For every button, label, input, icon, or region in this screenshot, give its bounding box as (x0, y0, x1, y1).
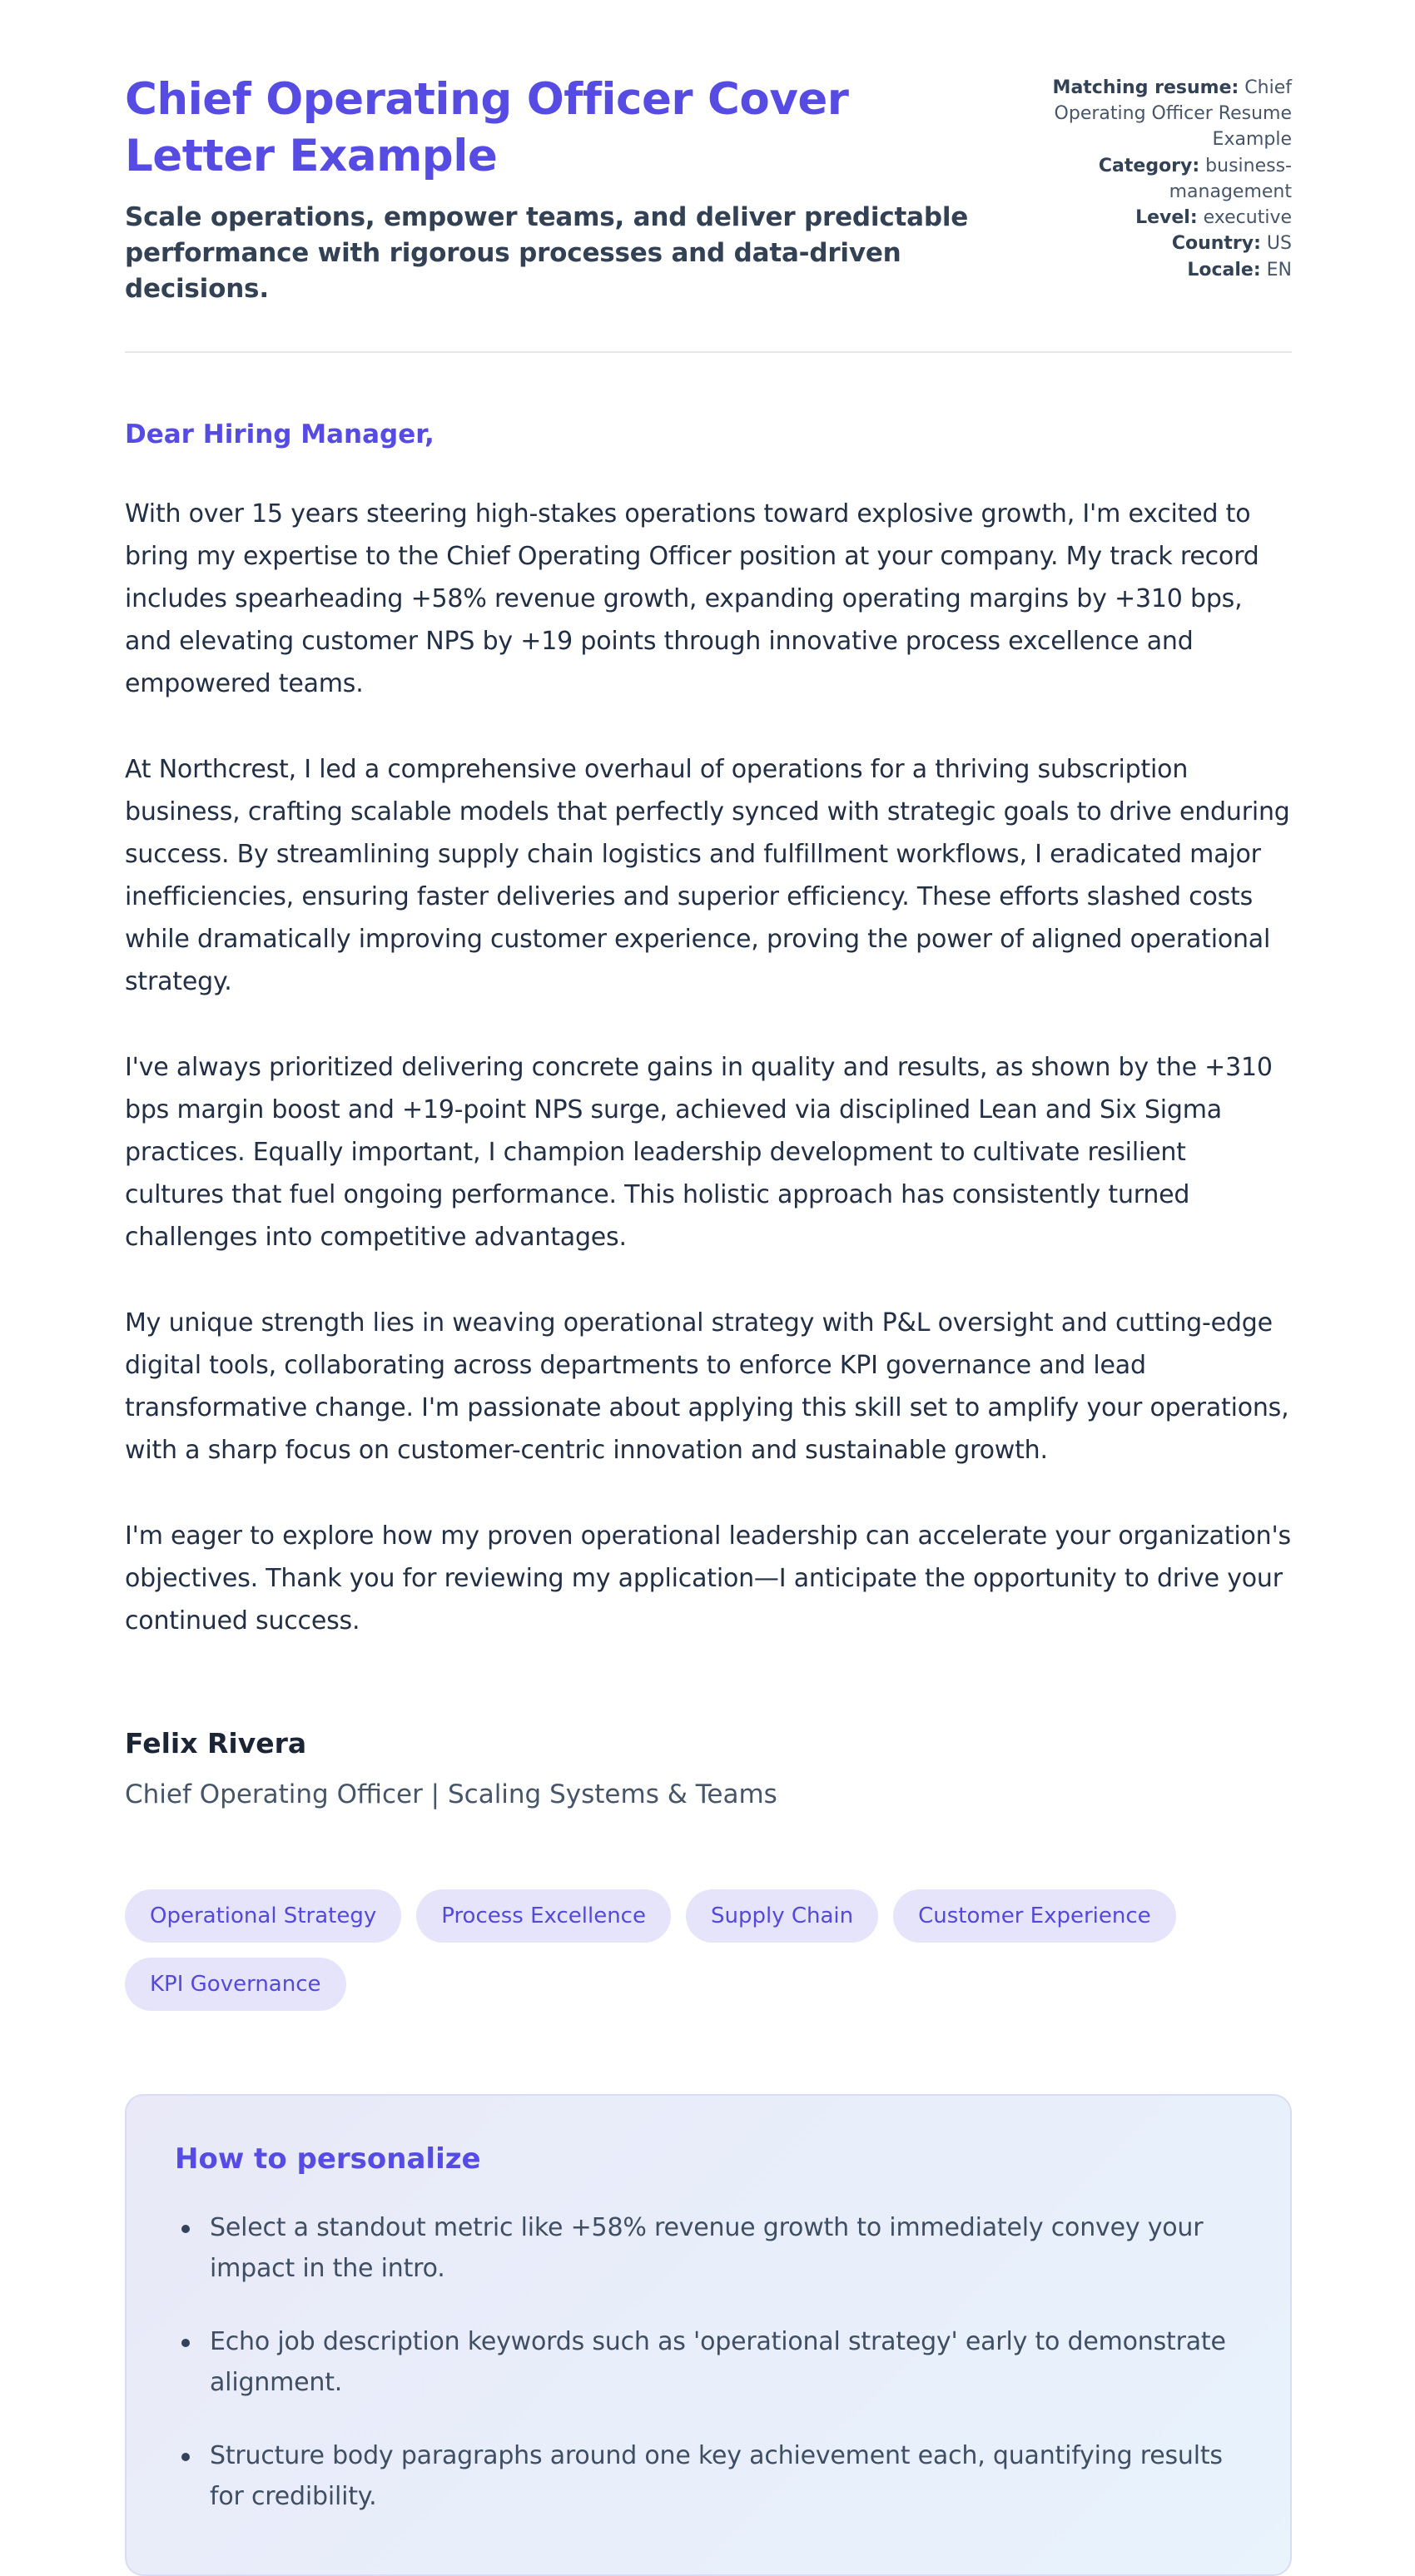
skill-tag: Customer Experience (893, 1889, 1176, 1943)
letter-paragraph: I'm eager to explore how my proven operational leadership can accelerate your organization's objectives. Thank you for reviewing my application—I anticipate the opportunity to drive your continued success. (125, 1521, 1291, 1635)
personalize-tip: Echo job description keywords such as 'operational strategy' early to demonstrate alignment. (175, 2321, 1240, 2404)
meta-category-value: business-management (1169, 155, 1292, 202)
header-divider (125, 351, 1292, 353)
meta-category-label: Category: (1098, 155, 1200, 176)
page-subtitle: Scale operations, empower teams, and deliver predictable performance with rigorous processes and data-driven decisions. (125, 201, 969, 305)
skill-tag: Operational Strategy (125, 1889, 401, 1943)
meta-locale-label: Locale: (1187, 259, 1261, 280)
signature-name: Felix Rivera (125, 1726, 307, 1760)
cover-letter-body (125, 419, 1292, 1809)
meta-country (1032, 231, 1292, 256)
meta-locale (1032, 257, 1292, 283)
meta-level-value: executive (1203, 207, 1292, 229)
letter-paragraph: With over 15 years steering high-stakes operations toward explosive growth, I'm excited to bring my expertise to the Chief Operating Officer position at your company. My track record includes spearheading +58% revenue growth, expanding operating margins by +310 bps, and elevating customer NPS by +19 points through innovative process excellence and empowered teams. (125, 499, 1259, 698)
skill-tag: KPI Governance (125, 1958, 346, 2011)
page-title: Chief Operating Officer Cover Letter Example (125, 74, 849, 181)
page-header (125, 72, 1292, 308)
letter-greeting: Dear Hiring Manager, (125, 419, 434, 449)
letter-paragraph: My unique strength lies in weaving operational strategy with P&L oversight and cutting-edge digital tools, collaborating across departments to enforce KPI governance and lead transformative change. I'm passionate about applying this skill set to amplify your operations, with a sharp focus on customer-centric innovation and sustainable growth. (125, 1308, 1289, 1465)
meta-panel (1032, 72, 1292, 283)
meta-category (1032, 153, 1292, 205)
meta-level-label: Level: (1135, 207, 1198, 229)
personalize-tip: Select a standout metric like +58% revenue growth to immediately convey your impact in the intro. (175, 2207, 1240, 2290)
header-title-block (125, 72, 999, 308)
personalize-title: How to personalize (175, 2142, 481, 2176)
skill-tags-row (125, 1889, 1292, 2011)
letter-paragraph: I've always prioritized delivering concrete gains in quality and results, as shown by the +310 bps margin boost and +19-point NPS surge, achieved via disciplined Lean and Six Sigma practices. Equally important, I champion leadership development to cultivate resilient cultures that fuel ongoing performance. This holistic approach has consistently turned challenges into competitive advantages. (125, 1052, 1273, 1252)
meta-locale-value: EN (1266, 259, 1292, 280)
meta-matching-resume-value: Chief Operating Officer Resume Example (1054, 77, 1292, 151)
skill-tag: Process Excellence (416, 1889, 671, 1943)
letter-paragraph: At Northcrest, I led a comprehensive overhaul of operations for a thriving subscription business, crafting scalable models that perfectly synced with strategic goals to drive enduring success. By streamlining supply chain logistics and fulfillment workflows, I eradicated major inefficiencies, ensuring faster deliveries and superior efficiency. These efforts slashed costs while dramatically improving customer experience, proving the power of aligned operational strategy. (125, 754, 1290, 996)
letter-paragraphs (125, 493, 1292, 1642)
how-to-personalize-box (125, 2094, 1292, 2576)
personalize-tip: Structure body paragraphs around one key achievement each, quantifying results for credibility. (175, 2435, 1240, 2518)
meta-country-label: Country: (1171, 233, 1261, 255)
signature-role: Chief Operating Officer | Scaling Systems & Teams (125, 1779, 777, 1809)
meta-matching-resume (1032, 75, 1292, 153)
meta-country-value: US (1266, 233, 1292, 255)
meta-matching-resume-label: Matching resume: (1052, 77, 1239, 98)
skill-tag: Supply Chain (686, 1889, 878, 1943)
personalize-tips-list (175, 2207, 1240, 2518)
meta-level (1032, 205, 1292, 231)
